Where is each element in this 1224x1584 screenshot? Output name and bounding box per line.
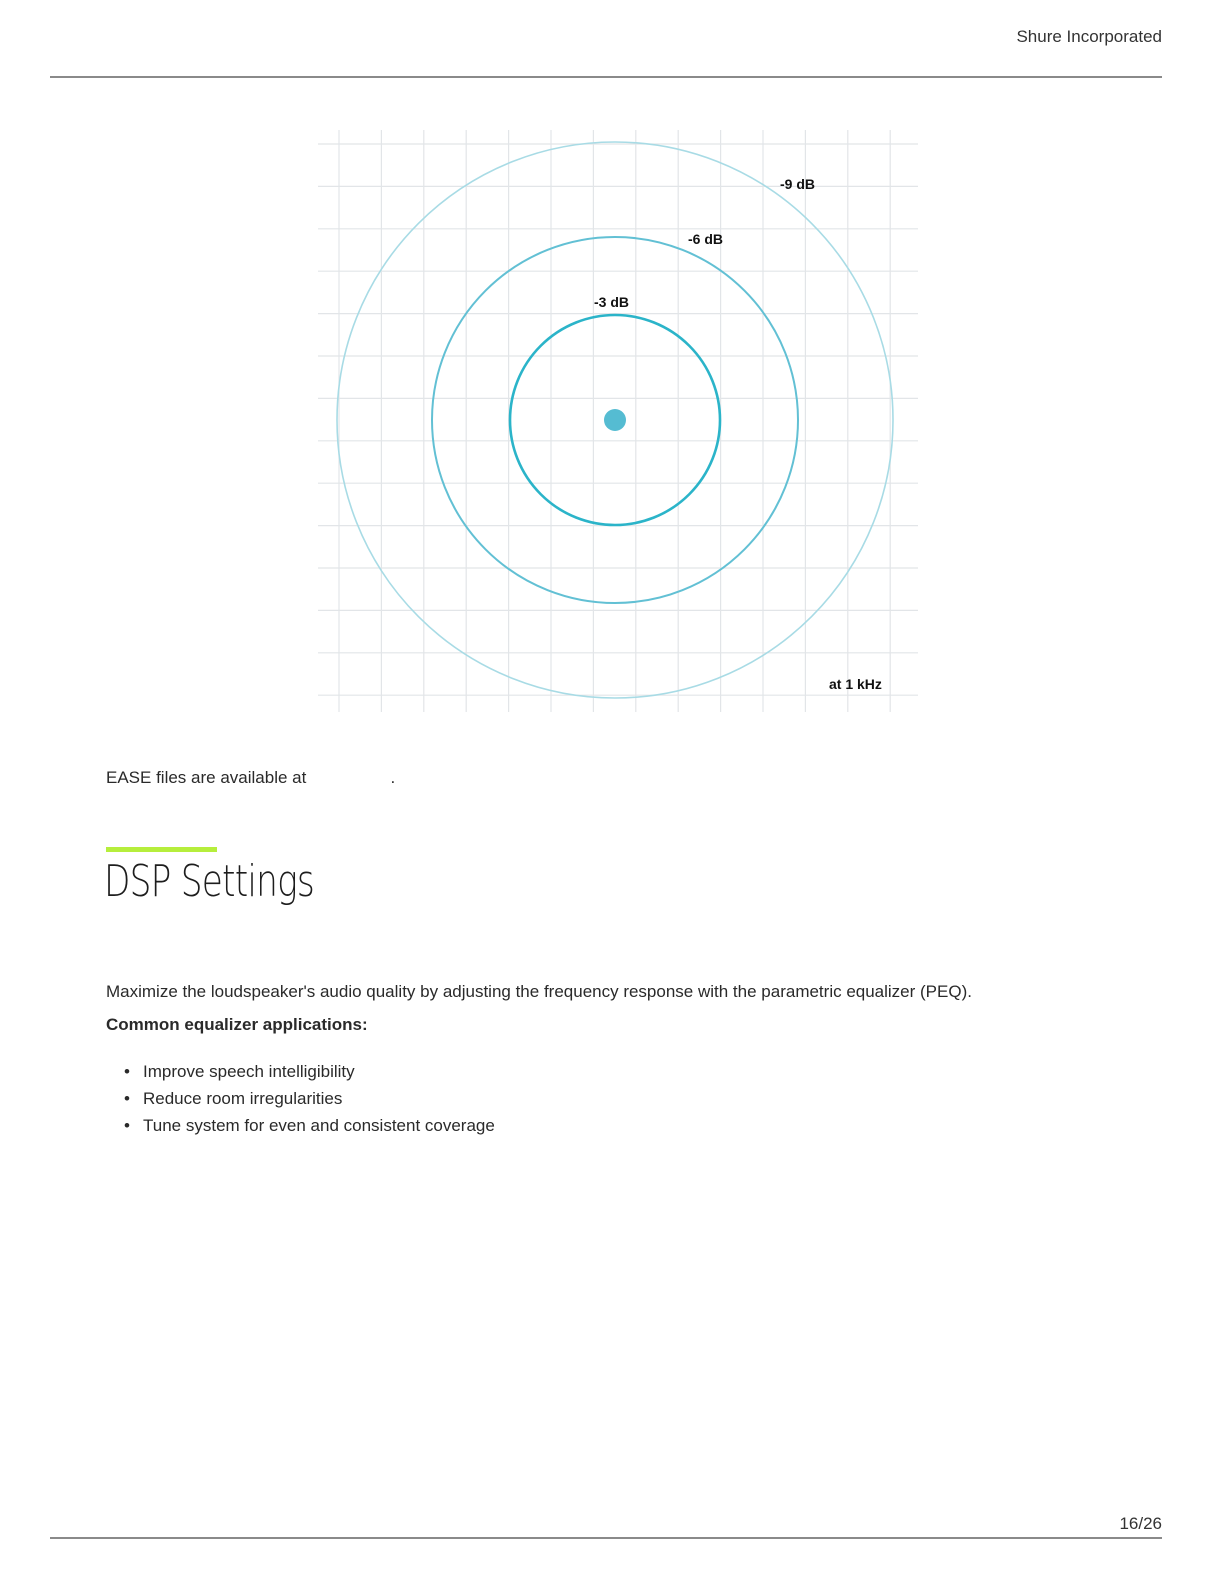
equalizer-applications-list	[106, 1058, 495, 1139]
header-divider	[50, 76, 1162, 78]
header-company-name: Shure Incorporated	[1016, 27, 1162, 46]
list-item	[106, 1058, 495, 1085]
speaker-position-dot	[604, 409, 626, 431]
page-number: 16/26	[1119, 1514, 1162, 1533]
list-item	[106, 1112, 495, 1139]
bullet-icon: •	[124, 1062, 130, 1081]
contour-label-3db: -3 dB	[594, 294, 629, 310]
section-accent-bar	[106, 847, 217, 852]
section-title: DSP Settings	[104, 856, 315, 907]
footer-divider	[50, 1537, 1162, 1539]
ease-files-text: EASE files are available at	[106, 768, 307, 787]
list-item-text: Tune system for even and consistent coverage	[143, 1116, 495, 1135]
bullet-icon: •	[124, 1089, 130, 1108]
contour-label-6db: -6 dB	[688, 231, 723, 247]
contour-label-9db: -9 dB	[780, 176, 815, 192]
ease-files-period: .	[390, 768, 396, 787]
section-intro: Maximize the loudspeaker's audio quality by adjusting the frequency response with the parametric equalizer (PEQ).	[106, 982, 972, 1001]
frequency-note: at 1 kHz	[829, 676, 882, 692]
coverage-pattern-svg	[318, 130, 918, 712]
ease-files-note	[106, 768, 395, 788]
ease-files-link[interactable]: shure.com	[311, 768, 391, 787]
section-subheading: Common equalizer applications:	[106, 1015, 368, 1034]
list-item-text: Reduce room irregularities	[143, 1089, 343, 1108]
list-item	[106, 1085, 495, 1112]
list-item-text: Improve speech intelligibility	[143, 1062, 355, 1081]
bullet-icon: •	[124, 1116, 130, 1135]
coverage-pattern-figure	[318, 130, 918, 712]
